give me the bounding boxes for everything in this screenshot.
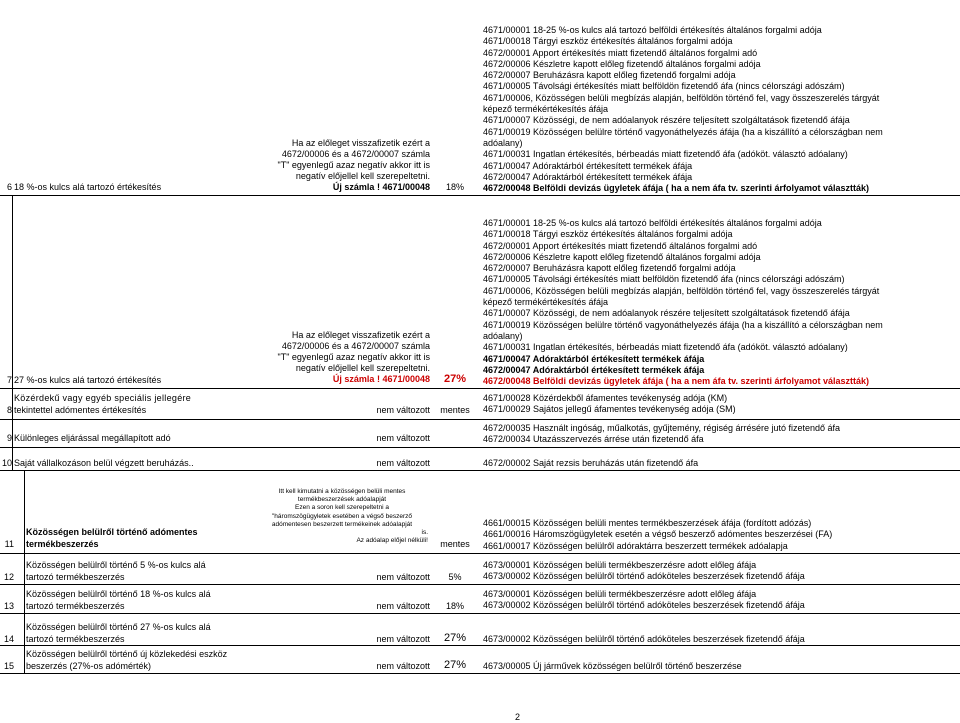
status-note: nem változott <box>376 634 430 644</box>
code-line: 4671/00047 Adóraktárból értékesített termékek áfája <box>483 160 693 171</box>
status-note: nem változott <box>376 433 430 443</box>
code-line: 4671/00007 Közösségi, de nem adóalanyok részére teljesített szolgáltatások fizetendő áfája <box>483 308 850 319</box>
row-number: 10 <box>2 458 13 468</box>
code-line: 4671/00005 Távolsági értékesítés miatt belföldön fizetendő áfa (nincs célországi adószám) <box>483 274 845 285</box>
code-line: 4671/00047 Adóraktárból értékesített termékek áfája <box>483 353 705 364</box>
row-description: Különleges eljárással megállapított adó <box>14 433 171 443</box>
row-separator <box>0 195 960 196</box>
row-number: 12 <box>4 572 15 582</box>
status-note: nem változott <box>376 661 430 671</box>
row-number: 9 <box>6 433 12 443</box>
column-border <box>12 195 13 470</box>
code-line: 4671/00001 18-25 %-os kulcs alá tartozó belföldi értékesítés általános forgalmi adója <box>483 25 822 35</box>
row12-code-list <box>483 560 805 583</box>
code-line: adóalany) <box>483 330 523 341</box>
tax-rate: 18% <box>445 601 464 611</box>
status-note: nem változott <box>376 601 430 611</box>
row-description: Közösségen belülről történő adómentes <box>26 527 198 537</box>
note-line: Ha az előleget visszafizetik ezért a <box>291 330 430 340</box>
row6-advance-note <box>248 138 430 193</box>
code-line: 4673/00001 Közösségen belüli termékbeszerzésre adott előleg áfája <box>483 560 757 570</box>
tax-rate: 18% <box>445 182 464 192</box>
code-line: adóalany) <box>483 137 523 148</box>
new-account-note: Új számla ! 4671/00048 <box>332 374 430 384</box>
row-separator <box>0 645 960 646</box>
row7-code-list <box>483 218 883 387</box>
code-line: 4671/00001 18-25 %-os kulcs alá tartozó belföldi értékesítés általános forgalmi adója <box>483 218 822 228</box>
column-border <box>24 470 25 673</box>
code-line: 4671/00028 Közérdekből áfamentes tevékenység adója (KM) <box>483 393 728 403</box>
code-line: 4672/00001 Apport értékesítés miatt fizetendő általános forgalmi adó <box>483 240 758 251</box>
code-line: 4671/00005 Távolsági értékesítés miatt belföldön fizetendő áfa (nincs célországi adószám) <box>483 81 845 92</box>
row-description: Közösségen belülről történő 5 %-os kulcs alá <box>26 560 206 570</box>
note-line: Itt kell kimutatni a közösségen belüli mentes <box>278 488 406 495</box>
code-line: 4671/00007 Közösségi, de nem adóalanyok részére teljesített szolgáltatások fizetendő áfája <box>483 115 850 126</box>
code-line: 4671/00029 Sajátos jellegű áfamentes tevékenység adója (SM) <box>483 404 736 415</box>
note-line: negatív előjellel kell szerepeltetni. <box>295 363 430 373</box>
code-line: 4671/00006, Közösségen belüli megbízás alapján, belföldön történő fel, vagy összeszerelés tárgyát <box>483 92 880 103</box>
new-account-note: Új számla ! 4671/00048 <box>332 182 430 192</box>
status-note: nem változott <box>376 458 430 468</box>
code-line: 4672/00035 Használt ingóság, műalkotás, gyűjtemény, régiség árrésére jutó fizetendő áfa <box>483 423 841 433</box>
row-description-cont: beszerzés (27%-os adómérték) <box>26 661 152 671</box>
note-line: is. <box>421 529 428 537</box>
tax-rate: mentes <box>440 539 470 549</box>
code-line: 4672/00006 Készletre kapott előleg fizetendő általános forgalmi adója <box>483 251 761 262</box>
row8-code-list <box>483 393 736 416</box>
description-line: Közérdekű vagy egyéb speciális jellegére <box>14 393 192 403</box>
code-line: 4671/00006, Közösségen belüli megbízás alapján, belföldön történő fel, vagy összeszerelés tárgyát <box>483 285 880 296</box>
row-number: 8 <box>6 405 12 415</box>
row-description <box>14 393 248 404</box>
row-number: 13 <box>4 601 15 611</box>
code-line: 4661/00015 Közösségen belüli mentes termékbeszerzések áfája (fordított adózás) <box>483 518 812 528</box>
row-description-cont: tartozó termékbeszerzés <box>26 572 125 582</box>
row-description-cont: tartozó termékbeszerzés <box>26 634 125 644</box>
page-number: 2 <box>515 712 521 722</box>
row13-code-list <box>483 589 805 612</box>
row-description: Közösségen belülről történő új közlekedési eszköz <box>26 649 228 659</box>
note-line: 4672/00006 és a 4672/00007 számla <box>281 149 430 159</box>
tax-rate: mentes <box>440 405 470 415</box>
row11-note <box>256 488 428 545</box>
code-line: 4672/00048 Belföldi devizás ügyletek áfája ( ha a nem áfa tv. szerinti árfolyamot választták) <box>483 376 869 387</box>
row-description: Közösségen belülről történő 27 %-os kulcs alá <box>26 622 211 632</box>
row-separator <box>0 613 960 614</box>
row10-code: 4672/00002 Saját rezsis beruházás után fizetendő áfa <box>483 458 699 468</box>
row-description: 18 %-os kulcs alá tartozó értékesítés <box>14 182 162 192</box>
note-line: 4672/00006 és a 4672/00007 számla <box>281 341 430 351</box>
code-line: 4672/00007 Beruházásra kapott előleg fizetendő forgalmi adója <box>483 263 736 274</box>
code-line: 4673/00002 Közösségen belülről történő adóköteles beszerzések fizetendő áfája <box>483 571 805 582</box>
row-description: 27 %-os kulcs alá tartozó értékesítés <box>14 375 162 385</box>
row-description-cont: tartozó termékbeszerzés <box>26 601 125 611</box>
status-note: nem változott <box>376 572 430 582</box>
row-description: Közösségen belülről történő 18 %-os kulcs alá <box>26 589 211 599</box>
code-line: 4673/00002 Közösségen belülről történő adóköteles beszerzések fizetendő áfája <box>483 600 805 611</box>
row-separator <box>0 470 960 471</box>
code-line: 4661/00017 Közösségen belülről adóraktárra beszerzett termékek adóalapja <box>483 540 788 551</box>
row-description-cont: termékbeszerzés <box>26 539 99 549</box>
code-line: 4672/00047 Adóraktárból értékesített termékek áfája <box>483 364 705 375</box>
row11-code-list <box>483 518 832 552</box>
code-line: 4673/00001 Közösségen belüli termékbeszerzésre adott előleg áfája <box>483 589 757 599</box>
code-line: 4672/00048 Belföldi devizás ügyletek áfája ( ha a nem áfa tv. szerinti árfolyamot választták) <box>483 183 869 194</box>
tax-rate: 27% <box>443 632 467 644</box>
row15-code: 4673/00005 Új járművek közösségen belülről történő beszerzése <box>483 661 742 671</box>
row-separator <box>0 584 960 585</box>
code-line: 4672/00006 Készletre kapott előleg fizetendő általános forgalmi adója <box>483 58 761 69</box>
note-line: adómentesen beszerzett termékeinek adóalapját <box>271 520 413 528</box>
row14-code: 4673/00002 Közösségen belülről történő adóköteles beszerzések fizetendő áfája <box>483 634 805 644</box>
code-line: 4671/00018 Tárgyi eszköz értékesítés általános forgalmi adója <box>483 36 733 47</box>
note-line: Ha az előleget visszafizetik ezért a <box>291 138 430 148</box>
status-note: nem változott <box>376 405 430 415</box>
note-line: Ezen a soron kell szerepeltetni a <box>295 504 389 512</box>
row-separator <box>0 673 960 674</box>
code-line: 4672/00034 Utazásszervezés árrése után fizetendő áfa <box>483 434 704 445</box>
row-separator <box>0 553 960 554</box>
row6-code-list <box>483 25 883 194</box>
tax-rate: 27% <box>443 373 467 385</box>
note-line: "T" egyenlegű azaz negatív akkor itt is <box>277 160 430 170</box>
code-line: 4672/00007 Beruházásra kapott előleg fizetendő forgalmi adója <box>483 70 736 81</box>
row-number: 14 <box>4 634 15 644</box>
note-line: "T" egyenlegű azaz negatív akkor itt is <box>277 352 430 362</box>
code-line: 4672/00001 Apport értékesítés miatt fizetendő általános forgalmi adó <box>483 47 758 58</box>
tax-rate: 5% <box>448 572 462 582</box>
row-number: 7 <box>6 375 12 385</box>
code-line: 4661/00016 Háromszögügyletek esetén a végső beszerző adómentes beszerzései (FA) <box>483 529 833 540</box>
row-separator <box>0 388 960 389</box>
note-line: Az adóalap előjel nélküli! <box>356 537 428 545</box>
tax-rate: 27% <box>443 659 467 671</box>
code-line: képező termékértékesítés áfája <box>483 297 609 308</box>
code-line: 4672/00047 Adóraktárból értékesített termékek áfája <box>483 171 693 182</box>
row-description: Saját vállalkozáson belül végzett beruházás.. <box>14 458 194 468</box>
code-line: 4671/00019 Közösségen belülre történő vagyonáthelyezés áfája (ha a kiszállító a célországban nem <box>483 319 883 330</box>
row7-advance-note <box>248 330 430 385</box>
note-line: "háromszögügyletek esetében a végső beszerző <box>272 512 412 520</box>
row9-code-list <box>483 423 840 446</box>
row-separator <box>0 419 960 420</box>
code-line: 4671/00019 Közösségen belülre történő vagyonáthelyezés áfája (ha a kiszállító a célországban nem <box>483 126 883 137</box>
row-number: 6 <box>6 182 12 192</box>
code-line: képező termékértékesítés áfája <box>483 104 609 115</box>
note-line: negatív előjellel kell szerepeltetni. <box>295 171 430 181</box>
row-separator <box>0 447 960 448</box>
row-number: 11 <box>4 539 14 549</box>
code-line: 4671/00031 Ingatlan értékesítés, bérbeadás miatt fizetendő áfa (adóköt. választó adóalany) <box>483 149 848 160</box>
code-line: 4671/00018 Tárgyi eszköz értékesítés általános forgalmi adója <box>483 229 733 240</box>
note-line: termékbeszerzések adóalapját <box>297 496 387 504</box>
code-line: 4671/00031 Ingatlan értékesítés, bérbeadás miatt fizetendő áfa (adóköt. választó adóalany) <box>483 342 848 353</box>
row-description-cont: tekintettel adómentes értékesítés <box>14 405 147 415</box>
row-number: 15 <box>4 661 15 671</box>
